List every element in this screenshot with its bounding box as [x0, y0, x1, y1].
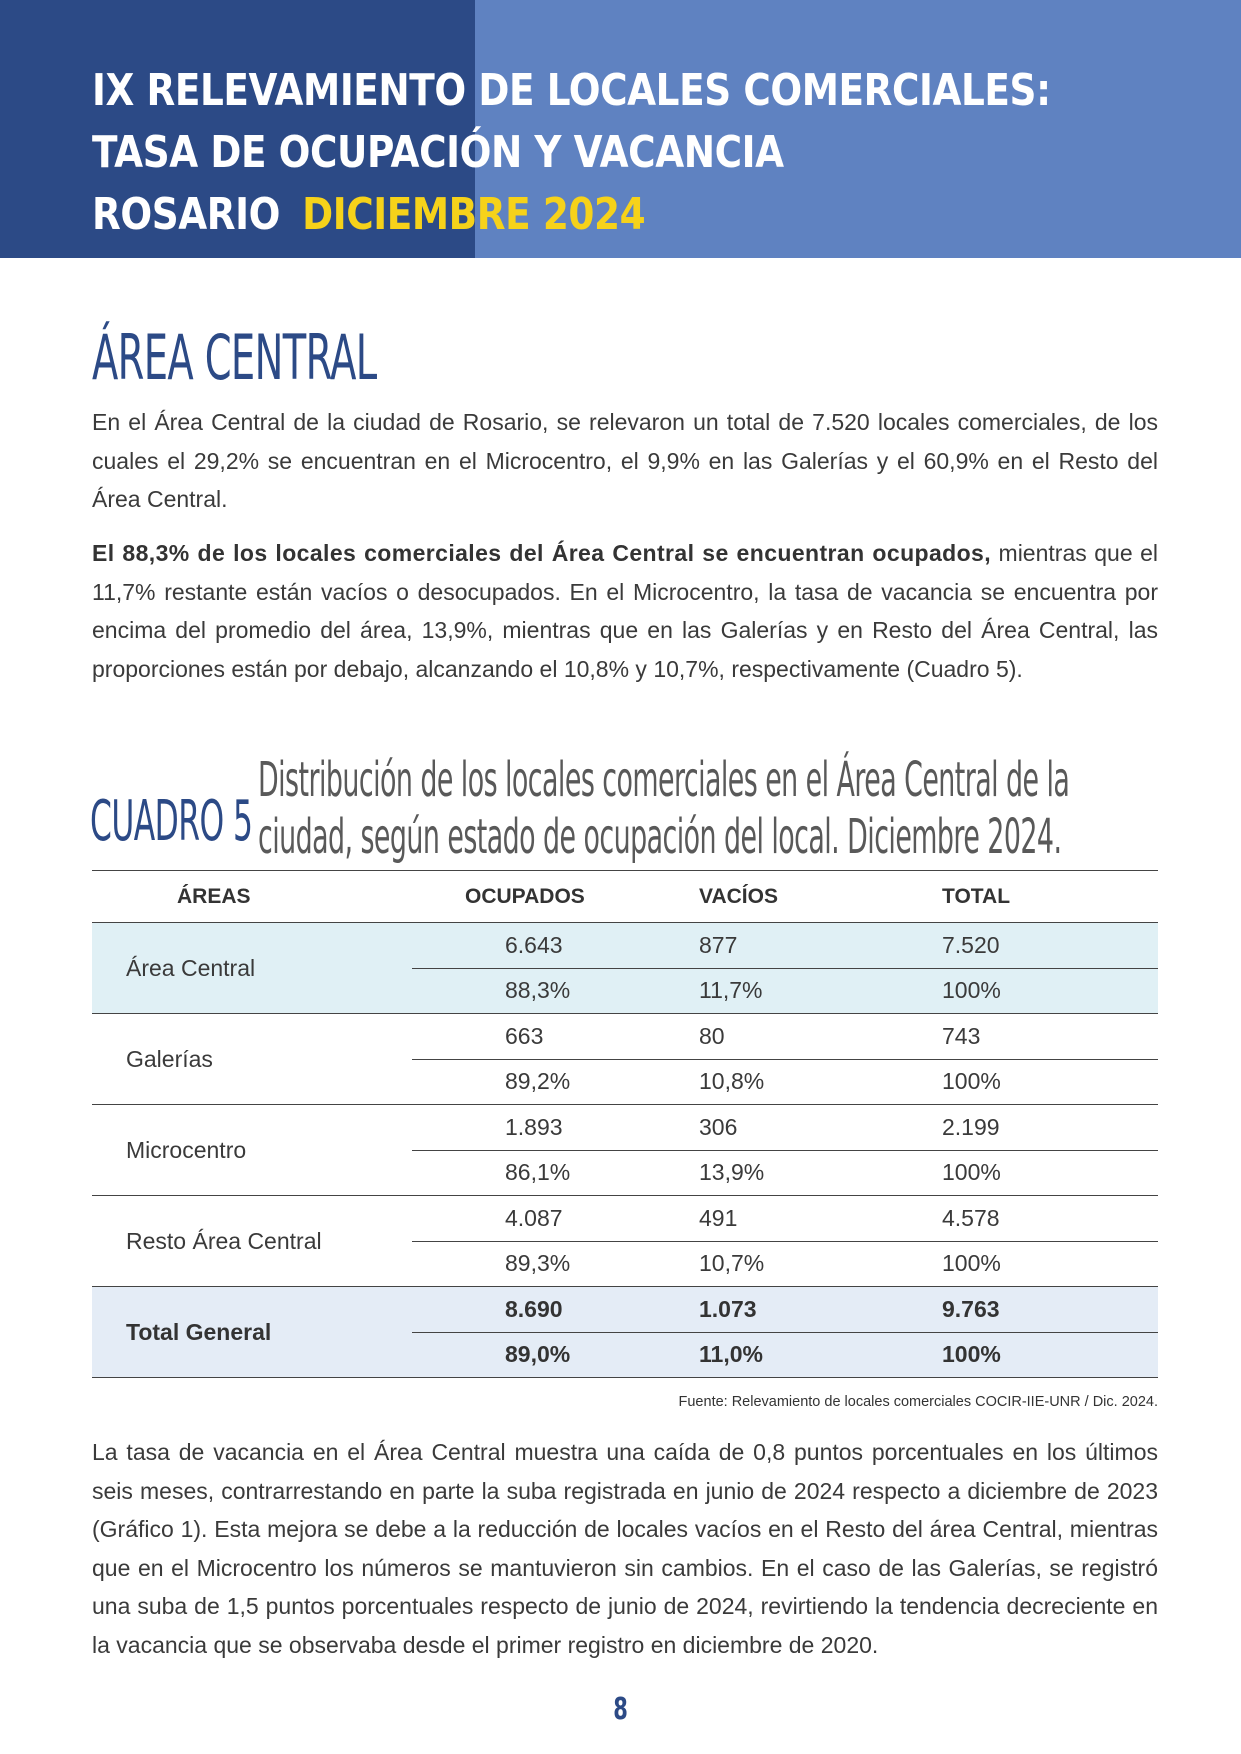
vacios-count: 1.073: [672, 1287, 912, 1333]
occupancy-text: mientras que el 11,7% restante están vacíos o desocupados. En el Microcentro, la tasa de vacancia se encuentra por encima del promedio del área, 13,9%, mientras que en las Galerías y en Resto del Área Central, las proporciones están por debajo, alcanzando el 10,8% y 10,7%, respectivamente (Cuadro 5).: [92, 540, 1159, 682]
total-percent: 100%: [912, 1150, 1158, 1196]
ocupados-count: 8.690: [412, 1287, 672, 1333]
total-count: 743: [912, 1014, 1158, 1060]
report-date: DICIEMBRE 2024: [302, 189, 646, 240]
total-count: 7.520: [912, 923, 1158, 969]
area-name: Área Central: [92, 923, 412, 1014]
vacios-percent: 11,7%: [672, 968, 912, 1014]
table-row: [92, 923, 1158, 969]
ocupados-count: 663: [412, 1014, 672, 1060]
ocupados-percent: 89,3%: [412, 1241, 672, 1287]
table-row: [92, 1014, 1158, 1060]
ocupados-percent: 89,2%: [412, 1059, 672, 1105]
total-count: 9.763: [912, 1287, 1158, 1333]
occupancy-table: [92, 870, 1158, 1378]
vacios-count: 491: [672, 1196, 912, 1242]
table-caption: [258, 752, 1148, 866]
report-title-line1: IX RELEVAMIENTO DE LOCALES COMERCIALES:: [92, 65, 1051, 116]
intro-paragraph: En el Área Central de la ciudad de Rosario, se relevaron un total de 7.520 locales comerciales, de los cuales el 29,2% se encuentran en el Microcentro, el 9,9% en las Galerías y el 60,9% en el Resto del Área Central.: [92, 409, 1158, 512]
table-row: [92, 1105, 1158, 1151]
column-header-vacios: VACÍOS: [672, 871, 912, 923]
total-percent: 100%: [912, 1332, 1158, 1378]
table-row-total: [92, 1287, 1158, 1333]
vacios-count: 306: [672, 1105, 912, 1151]
area-name: Microcentro: [92, 1105, 412, 1196]
page-number: 8: [613, 1692, 628, 1727]
ocupados-count: 1.893: [412, 1105, 672, 1151]
total-general-label: Total General: [92, 1287, 412, 1378]
column-header-areas: ÁREAS: [92, 871, 412, 923]
table-source: Fuente: Relevamiento de locales comerciales COCIR-IIE-UNR / Dic. 2024.: [678, 1394, 1158, 1410]
total-percent: 100%: [912, 1241, 1158, 1287]
occupancy-paragraph: [92, 534, 1158, 688]
vacancy-trend-paragraph: La tasa de vacancia en el Área Central muestra una caída de 0,8 puntos porcentuales en los últimos seis meses, contrarrestando en parte la suba registrada en junio de 2024 respecto a diciembre de 2023 (Gráfico 1). Esta mejora se debe a la reducción de locales vacíos en el Resto del área Central, mientras que en el Microcentro los números se mantuvieron sin cambios. En el caso de las Galerías, se registró una suba de 1,5 puntos porcentuales respecto de junio de 2024, revirtiendo la tendencia decreciente en la vacancia que se observaba desde el primer registro en diciembre de 2020.: [92, 1439, 1158, 1658]
ocupados-count: 4.087: [412, 1196, 672, 1242]
vacios-percent: 10,8%: [672, 1059, 912, 1105]
report-title: [92, 60, 1051, 246]
table-row: [92, 1196, 1158, 1242]
area-name: Resto Área Central: [92, 1196, 412, 1287]
vacios-percent: 13,9%: [672, 1150, 912, 1196]
table-label: CUADRO 5: [90, 789, 253, 854]
ocupados-count: 6.643: [412, 923, 672, 969]
column-header-ocupados: OCUPADOS: [412, 871, 672, 923]
ocupados-percent: 86,1%: [412, 1150, 672, 1196]
table-caption-line1: Distribución de los locales comerciales en el Área Central de la: [258, 752, 1070, 808]
report-title-line2: TASA DE OCUPACIÓN Y VACANCIA: [92, 127, 784, 178]
total-count: 2.199: [912, 1105, 1158, 1151]
column-header-total: TOTAL: [912, 871, 1158, 923]
report-city: ROSARIO: [92, 189, 281, 240]
section-title: ÁREA CENTRAL: [92, 321, 377, 394]
total-count: 4.578: [912, 1196, 1158, 1242]
area-name: Galerías: [92, 1014, 412, 1105]
ocupados-percent: 89,0%: [412, 1332, 672, 1378]
total-percent: 100%: [912, 1059, 1158, 1105]
page-header: [0, 0, 1241, 258]
vacios-percent: 11,0%: [672, 1332, 912, 1378]
occupancy-highlight: El 88,3% de los locales comerciales del Área Central se encuentran ocupados,: [92, 540, 992, 566]
vacios-percent: 10,7%: [672, 1241, 912, 1287]
ocupados-percent: 88,3%: [412, 968, 672, 1014]
table-caption-line2: ciudad, según estado de ocupación del local. Diciembre 2024.: [258, 809, 1062, 865]
vacios-count: 80: [672, 1014, 912, 1060]
vacios-count: 877: [672, 923, 912, 969]
total-percent: 100%: [912, 968, 1158, 1014]
table-header-row: [92, 871, 1158, 923]
